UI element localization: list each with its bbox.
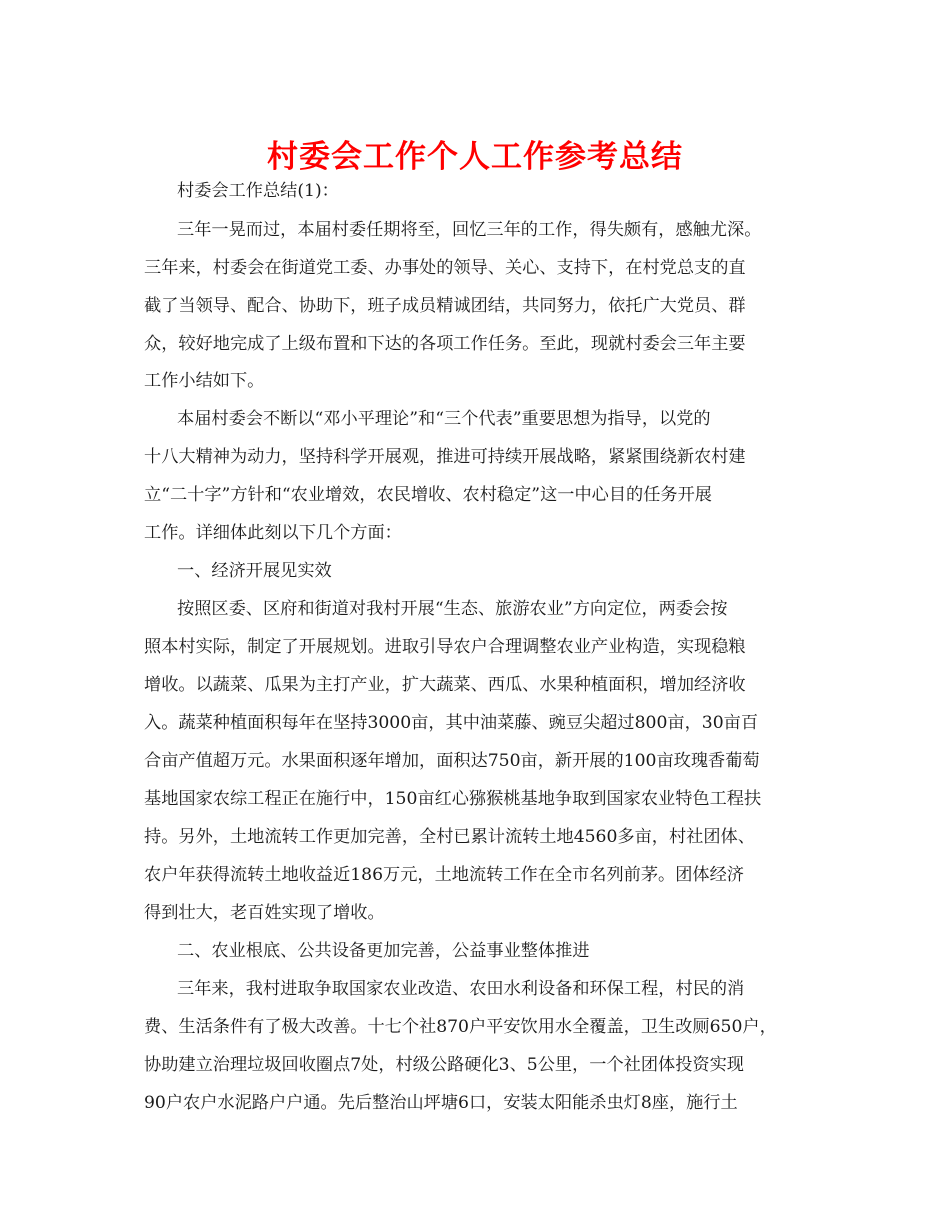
paragraph-line: 众，较好地完成了上级布置和下达的各项工作任务。至此，现就村委会三年主要 [144, 334, 746, 354]
paragraph-line: 工作。详细体此刻以下几个方面： [144, 523, 402, 543]
paragraph-line: 入。蔬菜种植面积每年在坚持3000亩，其中油菜藤、豌豆尖超过800亩，30亩百 [144, 713, 759, 733]
paragraph-line: 三年一晃而过，本届村委任期将至，回忆三年的工作，得失颇有，感触尤深。 [177, 220, 762, 240]
paragraph-line: 农户年获得流转土地收益近186万元，土地流转工作在全市名列前茅。团体经济 [144, 865, 744, 885]
paragraph-line: 十八大精神为动力，坚持科学开展观，推进可持续开展战略，紧紧围绕新农村建 [144, 447, 746, 467]
paragraph-line: 90户农户水泥路户户通。先后整治山坪塘6口，安装太阳能杀虫灯8座，施行土 [144, 1093, 738, 1113]
paragraph-line: 协助建立治理垃圾回收圈点7处，村级公路硬化3、5公里，一个社团体投资实现 [144, 1055, 744, 1075]
paragraph-line: 三年来，我村进取争取国家农业改造、农田水利设备和环保工程，村民的消 [177, 979, 745, 999]
paragraph-line: 三年来，村委会在街道党工委、办事处的领导、关心、支持下，在村党总支的直 [144, 258, 746, 278]
paragraph-line: 持。另外，土地流转工作更加完善，全村已累计流转土地4560多亩，村社团体、 [144, 827, 755, 847]
section-heading: 村委会工作总结(1)： [177, 181, 339, 201]
paragraph-line: 截了当领导、配合、协助下，班子成员精诚团结，共同努力，依托广大党员、群 [144, 296, 746, 316]
document-title: 村委会工作个人工作参考总结 [267, 139, 683, 175]
paragraph-line: 按照区委、区府和街道对我村开展“生态、旅游农业”方向定位，两委会按 [177, 599, 728, 619]
paragraph-line: 立“二十字”方针和“农业增效，农民增收、农村稳定”这一中心目的任务开展 [144, 485, 712, 505]
paragraph-line: 得到壮大，老百姓实现了增收。 [144, 903, 385, 923]
paragraph-line: 本届村委会不断以“邓小平理论”和“三个代表”重要思想为指导，以党的 [177, 409, 711, 429]
paragraph-line: 合亩产值超万元。水果面积逐年增加，面积达750亩，新开展的100亩玫瑰香葡萄 [144, 751, 760, 771]
section-heading: 一、经济开展见实效 [177, 561, 332, 581]
paragraph-line: 工作小结如下。 [144, 371, 265, 391]
paragraph-line: 基地国家农综工程正在施行中，150亩红心猕猴桃基地争取到国家农业特色工程扶 [144, 789, 762, 809]
paragraph-line: 费、生活条件有了极大改善。十七个社870户平安饮用水全覆盖，卫生改厕650户， [144, 1017, 777, 1037]
paragraph-line: 照本村实际，制定了开展规划。进取引导农户合理调整农业产业构造，实现稳粮 [144, 637, 746, 657]
section-heading: 二、农业根底、公共设备更加完善，公益事业整体推进 [177, 941, 590, 961]
paragraph-line: 增收。以蔬菜、瓜果为主打产业，扩大蔬菜、西瓜、水果种植面积，增加经济收 [144, 675, 746, 695]
